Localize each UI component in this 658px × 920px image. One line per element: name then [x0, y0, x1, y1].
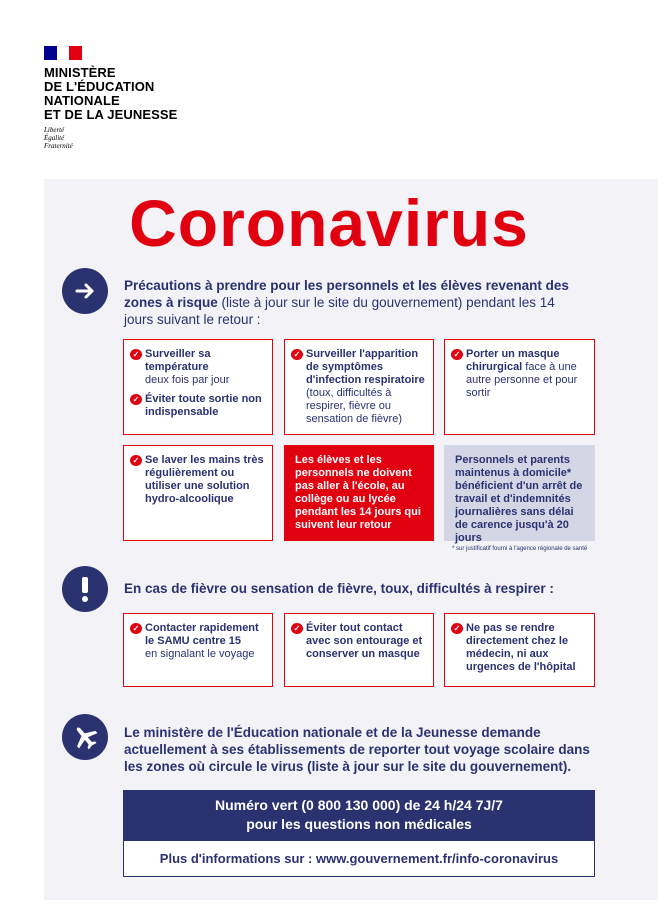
- check-icon: ✓: [451, 349, 463, 360]
- check-icon: ✓: [451, 623, 463, 634]
- box-call-samu: ✓ Contacter rapidement le SAMU centre 15 en signalant le voyage: [123, 613, 273, 687]
- ministry-logo: [44, 46, 244, 150]
- check-icon: ✓: [291, 623, 303, 634]
- box-hand-washing: ✓ Se laver les mains très régulièrement ou utiliser une solution hydro-alcoolique: [123, 445, 273, 541]
- precautions-intro: Précautions à prendre pour les personnels et les élèves revenant des zones à risque (liste à jour sur le site du gouvernement) pendant les 14 jours suivant le retour :: [124, 278, 569, 327]
- check-icon: ✓: [130, 394, 142, 405]
- check-icon: ✓: [130, 455, 142, 466]
- hotline-banner: Numéro vert (0 800 130 000) de 24 h/24 7J/7 pour les questions non médicales: [123, 790, 595, 840]
- box-sick-leave: Personnels et parents maintenus à domicile* bénéficient d'un arrêt de travail et d'indemnités journalières sans délai de carence jusqu'à 20 jours: [444, 445, 595, 541]
- arrow-right-icon: [62, 268, 108, 314]
- box-mask: ✓ Porter un masque chirurgical face à une autre personne et pour sortir: [444, 339, 595, 435]
- box-avoid-contact: ✓ Éviter tout contact avec son entourage et conserver un masque: [284, 613, 434, 687]
- more-info-link[interactable]: Plus d'informations sur : www.gouvernement.fr/info-coronavirus: [123, 840, 595, 877]
- box-no-doctor-visit: ✓ Ne pas se rendre directement chez le médecin, ni aux urgences de l'hôpital: [444, 613, 595, 687]
- check-icon: ✓: [130, 349, 142, 360]
- box-symptoms: ✓ Surveiller l'apparition de symptômes d'infection respiratoire (toux, difficultés à respirer, fièvre ou sensation de fièvre): [284, 339, 434, 435]
- flag-icon: [44, 46, 82, 60]
- box-no-school: Les élèves et les personnels ne doivent pas aller à l'école, au collège ou au lycée pendant les 14 jours qui suivent leur retour: [284, 445, 434, 541]
- fever-heading: En cas de fièvre ou sensation de fièvre, toux, difficultés à respirer :: [124, 581, 554, 596]
- check-icon: ✓: [291, 349, 303, 360]
- ministry-name: MINISTÈRE DE L'ÉDUCATION NATIONALE ET DE LA JEUNESSE: [44, 65, 178, 122]
- education-notice: Le ministère de l'Éducation nationale et de la Jeunesse demande actuellement à ses établissements de reporter tout voyage scolaire dans les zones où circule le virus (liste à jour sur le site du gouvernement).: [124, 725, 590, 774]
- airplane-icon: [62, 714, 108, 760]
- check-icon: ✓: [130, 623, 142, 634]
- page-title: Coronavirus: [129, 186, 529, 260]
- box-temperature: ✓ Surveiller sa température deux fois par jour ✓ Éviter toute sortie non indispensable: [123, 339, 273, 435]
- motto: Liberté Égalité Fraternité: [44, 126, 73, 150]
- exclamation-icon: [62, 566, 108, 612]
- footnote: * sur justificatif fourni à l'agence régionale de santé: [452, 546, 588, 552]
